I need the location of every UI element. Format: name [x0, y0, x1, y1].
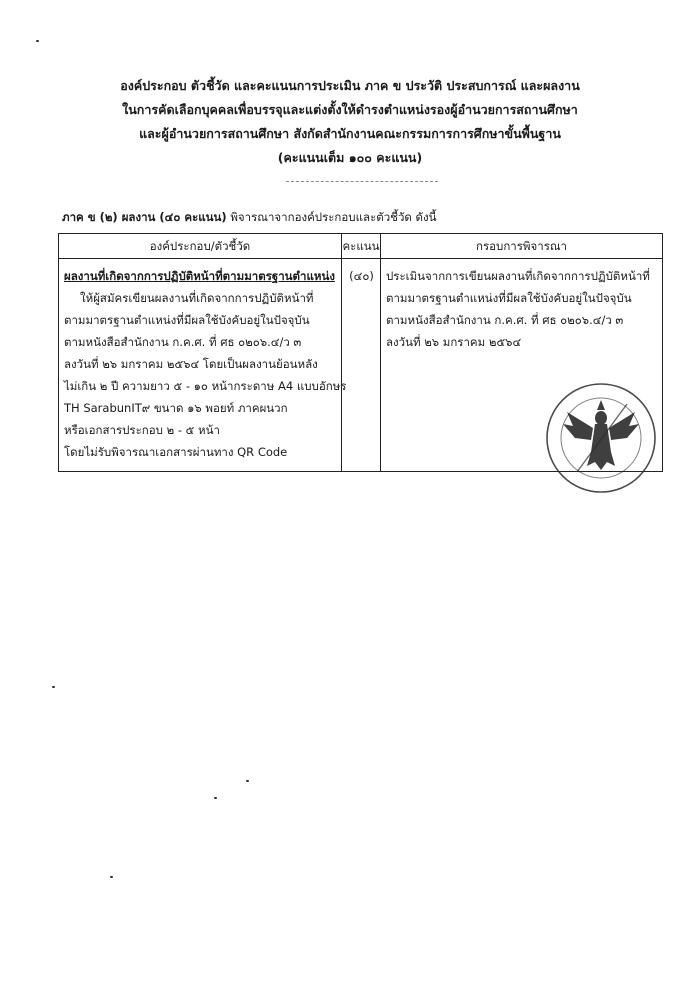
header-criteria: กรอบการพิจารณา: [381, 234, 663, 259]
header-line-3: และผู้อำนวยการสถานศึกษา สังกัดสำนักงานคณะกรรมการการศึกษาขั้นพื้นฐาน: [139, 126, 561, 141]
garuda-seal-icon: [537, 382, 665, 494]
component-cell: [59, 259, 347, 472]
speck: [246, 780, 249, 782]
document-header: [0, 74, 700, 170]
component-line: ให้ผู้สมัครเขียนผลงานที่เกิดจากการปฏิบัติหน้าที่: [80, 291, 314, 305]
component-line: ตามมาตรฐานตำแหน่งที่มีผลใช้บังคับอยู่ในปัจจุบัน: [64, 313, 310, 327]
table-header-row: [59, 234, 663, 259]
component-line: หรือเอกสารประกอบ ๒ - ๕ หน้า: [64, 423, 220, 437]
speck: [110, 876, 113, 878]
section-title: [62, 209, 437, 227]
component-line: ตามหนังสือสำนักงาน ก.ค.ศ. ที่ ศธ ๐๒๐๖.๔/ว ๓: [64, 335, 302, 349]
component-line: ลงวันที่ ๒๖ มกราคม ๒๕๖๔ โดยเป็นผลงานย้อนหลัง: [64, 357, 318, 371]
component-title: ผลงานที่เกิดจากการปฏิบัติหน้าที่ตามมาตรฐานตำแหน่ง: [64, 269, 335, 283]
section-title-bold: ภาค ข (๒) ผลงาน (๔๐ คะแนน): [62, 210, 227, 224]
criteria-line: ประเมินจากการเขียนผลงานที่เกิดจากการปฏิบัติหน้าที่: [386, 269, 650, 283]
component-line: โดยไม่รับพิจารณาเอกสารผ่านทาง QR Code: [64, 445, 288, 459]
header-component: องค์ประกอบ/ตัวชี้วัด: [59, 234, 342, 259]
speck: [36, 40, 39, 42]
component-line: TH SarabunIT๙ ขนาด ๑๖ พอยท์ ภาคผนวก: [64, 401, 288, 415]
criteria-line: ตามมาตรฐานตำแหน่งที่มีผลใช้บังคับอยู่ในปัจจุบัน: [386, 291, 632, 305]
header-score: คะแนน: [342, 234, 381, 259]
header-line-1: องค์ประกอบ ตัวชี้วัด และคะแนนการประเมิน ภาค ข ประวัติ ประสบการณ์ และผลงาน: [120, 78, 580, 93]
header-line-4: (คะแนนเต็ม ๑๐๐ คะแนน): [277, 150, 423, 165]
section-title-rest: พิจารณาจากองค์ประกอบและตัวชี้วัด ดังนี้: [226, 210, 437, 224]
criteria-line: ตามหนังสือสำนักงาน ก.ค.ศ. ที่ ศธ ๐๒๐๖.๔/ว ๓: [386, 313, 624, 327]
header-divider: [286, 181, 438, 182]
header-line-2: ในการคัดเลือกบุคคลเพื่อบรรจุและแต่งตั้งให้ดำรงตำแหน่งรองผู้อำนวยการสถานศึกษา: [122, 102, 578, 117]
speck: [214, 797, 217, 799]
criteria-line: ลงวันที่ ๒๖ มกราคม ๒๕๖๔: [386, 335, 522, 349]
speck: [52, 686, 55, 688]
score-cell: (๔๐): [342, 259, 381, 472]
component-line: ไม่เกิน ๒ ปี ความยาว ๕ - ๑๐ หน้ากระดาษ A4 แบบอักษร: [64, 379, 347, 393]
